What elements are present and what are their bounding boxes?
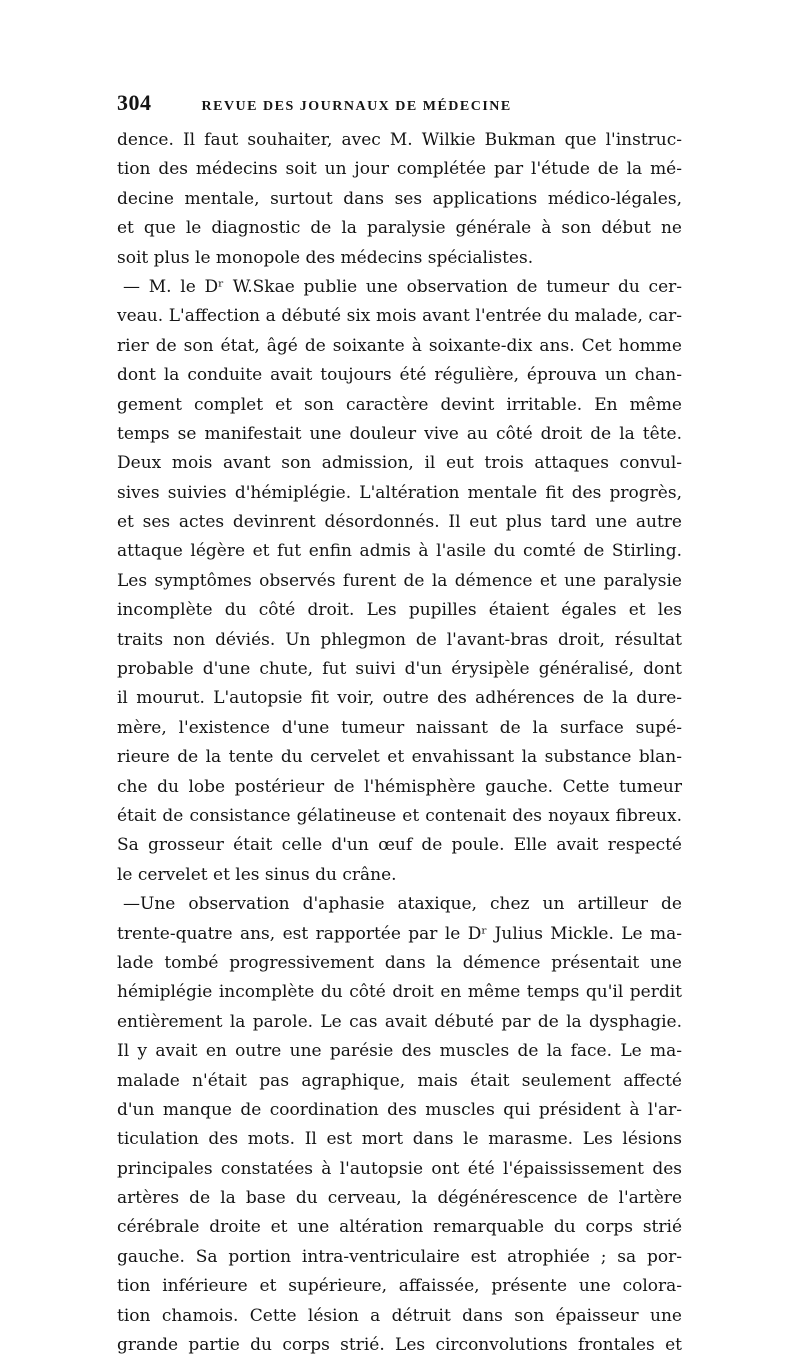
book-page: [117, 90, 682, 1360]
text-line: — M. le Dʳ W.Skae publie une observation de tumeur du cer-: [123, 276, 682, 297]
text-line: rieure de la tente du cervelet et envahissant la substance blan-: [117, 747, 682, 768]
text-line: hémiplégie incomplète du côté droit en même temps qu'il perdit: [117, 982, 682, 1003]
text-line: Les symptômes observés furent de la démence et une paralysie: [117, 570, 682, 591]
text-line: principales constatées à l'autopsie ont été l'épaississement des: [117, 1158, 682, 1179]
text-line: rier de son état, âgé de soixante à soixante-dix ans. Cet homme: [117, 335, 682, 356]
text-line: Deux mois avant son admission, il eut trois attaques convul-: [117, 453, 682, 474]
text-line: incomplète du côté droit. Les pupilles étaient égales et les: [117, 600, 682, 621]
text-line: gauche. Sa portion intra-ventriculaire est atrophiée ; sa por-: [117, 1246, 682, 1267]
text-line: artères de la base du cerveau, la dégénérescence de l'artère: [117, 1188, 682, 1209]
body-text: [117, 126, 682, 1360]
page-number: 304: [117, 90, 152, 115]
text-line: veau. L'affection a débuté six mois avant l'entrée du malade, car-: [117, 306, 682, 327]
text-line: Sa grosseur était celle d'un œuf de poule. Elle avait respecté: [117, 835, 682, 856]
text-line: le cervelet et les sinus du crâne.: [117, 864, 397, 885]
text-line: sives suivies d'hémiplégie. L'altération mentale fit des progrès,: [117, 482, 682, 503]
text-line: lade tombé progressivement dans la démence présentait une: [117, 952, 682, 973]
text-line: che du lobe postérieur de l'hémisphère gauche. Cette tumeur: [117, 776, 682, 797]
text-line: mère, l'existence d'une tumeur naissant de la surface supé-: [117, 717, 682, 738]
text-line: Il y avait en outre une parésie des muscles de la face. Le ma-: [117, 1041, 682, 1062]
text-line: dont la conduite avait toujours été régulière, éprouva un chan-: [117, 365, 682, 386]
text-line: tion chamois. Cette lésion a détruit dans son épaisseur une: [117, 1305, 682, 1326]
text-line: dence. Il faut souhaiter, avec M. Wilkie Bukman que l'instruc-: [117, 130, 682, 150]
text-line: il mourut. L'autopsie fit voir, outre des adhérences de la dure-: [117, 688, 682, 709]
text-line: et que le diagnostic de la paralysie générale à son début ne: [117, 218, 682, 239]
text-line: decine mentale, surtout dans ses applications médico-légales,: [117, 188, 682, 209]
text-line: —Une observation d'aphasie ataxique, chez un artilleur de: [123, 894, 682, 915]
text-line: tion des médecins soit un jour complétée par l'étude de la mé-: [117, 159, 682, 180]
text-line: ticulation des mots. Il est mort dans le marasme. Les lésions: [117, 1129, 682, 1150]
text-line: traits non déviés. Un phlegmon de l'avant-bras droit, résultat: [117, 629, 682, 650]
text-line: temps se manifestait une douleur vive au côté droit de la tête.: [117, 423, 682, 444]
text-line: cérébrale droite et une altération remarquable du corps strié: [117, 1217, 682, 1238]
text-line: et ses actes devinrent désordonnés. Il eut plus tard une autre: [117, 512, 682, 533]
text-line: grande partie du corps strié. Les circonvolutions frontales et: [117, 1335, 682, 1356]
text-line: soit plus le monopole des médecins spécialistes.: [117, 247, 534, 268]
running-head: REVUE DES JOURNAUX DE MÉDECINE: [201, 99, 512, 114]
page-header: [117, 90, 682, 126]
text-line: malade n'était pas agraphique, mais était seulement affecté: [117, 1070, 682, 1091]
text-line: trente-quatre ans, est rapportée par le Dʳ Julius Mickle. Le ma-: [117, 923, 682, 944]
text-line: probable d'une chute, fut suivi d'un érysipèle généralisé, dont: [117, 659, 682, 680]
text-line: tion inférieure et supérieure, affaissée, présente une colora-: [117, 1276, 682, 1297]
text-line: d'un manque de coordination des muscles qui président à l'ar-: [117, 1099, 682, 1120]
text-line: était de consistance gélatineuse et contenait des noyaux fibreux.: [117, 805, 682, 826]
text-line: entièrement la parole. Le cas avait débuté par de la dysphagie.: [117, 1011, 682, 1032]
text-line: gement complet et son caractère devint irritable. En même: [117, 394, 682, 415]
text-line: attaque légère et fut enfin admis à l'asile du comté de Stirling.: [117, 541, 682, 562]
